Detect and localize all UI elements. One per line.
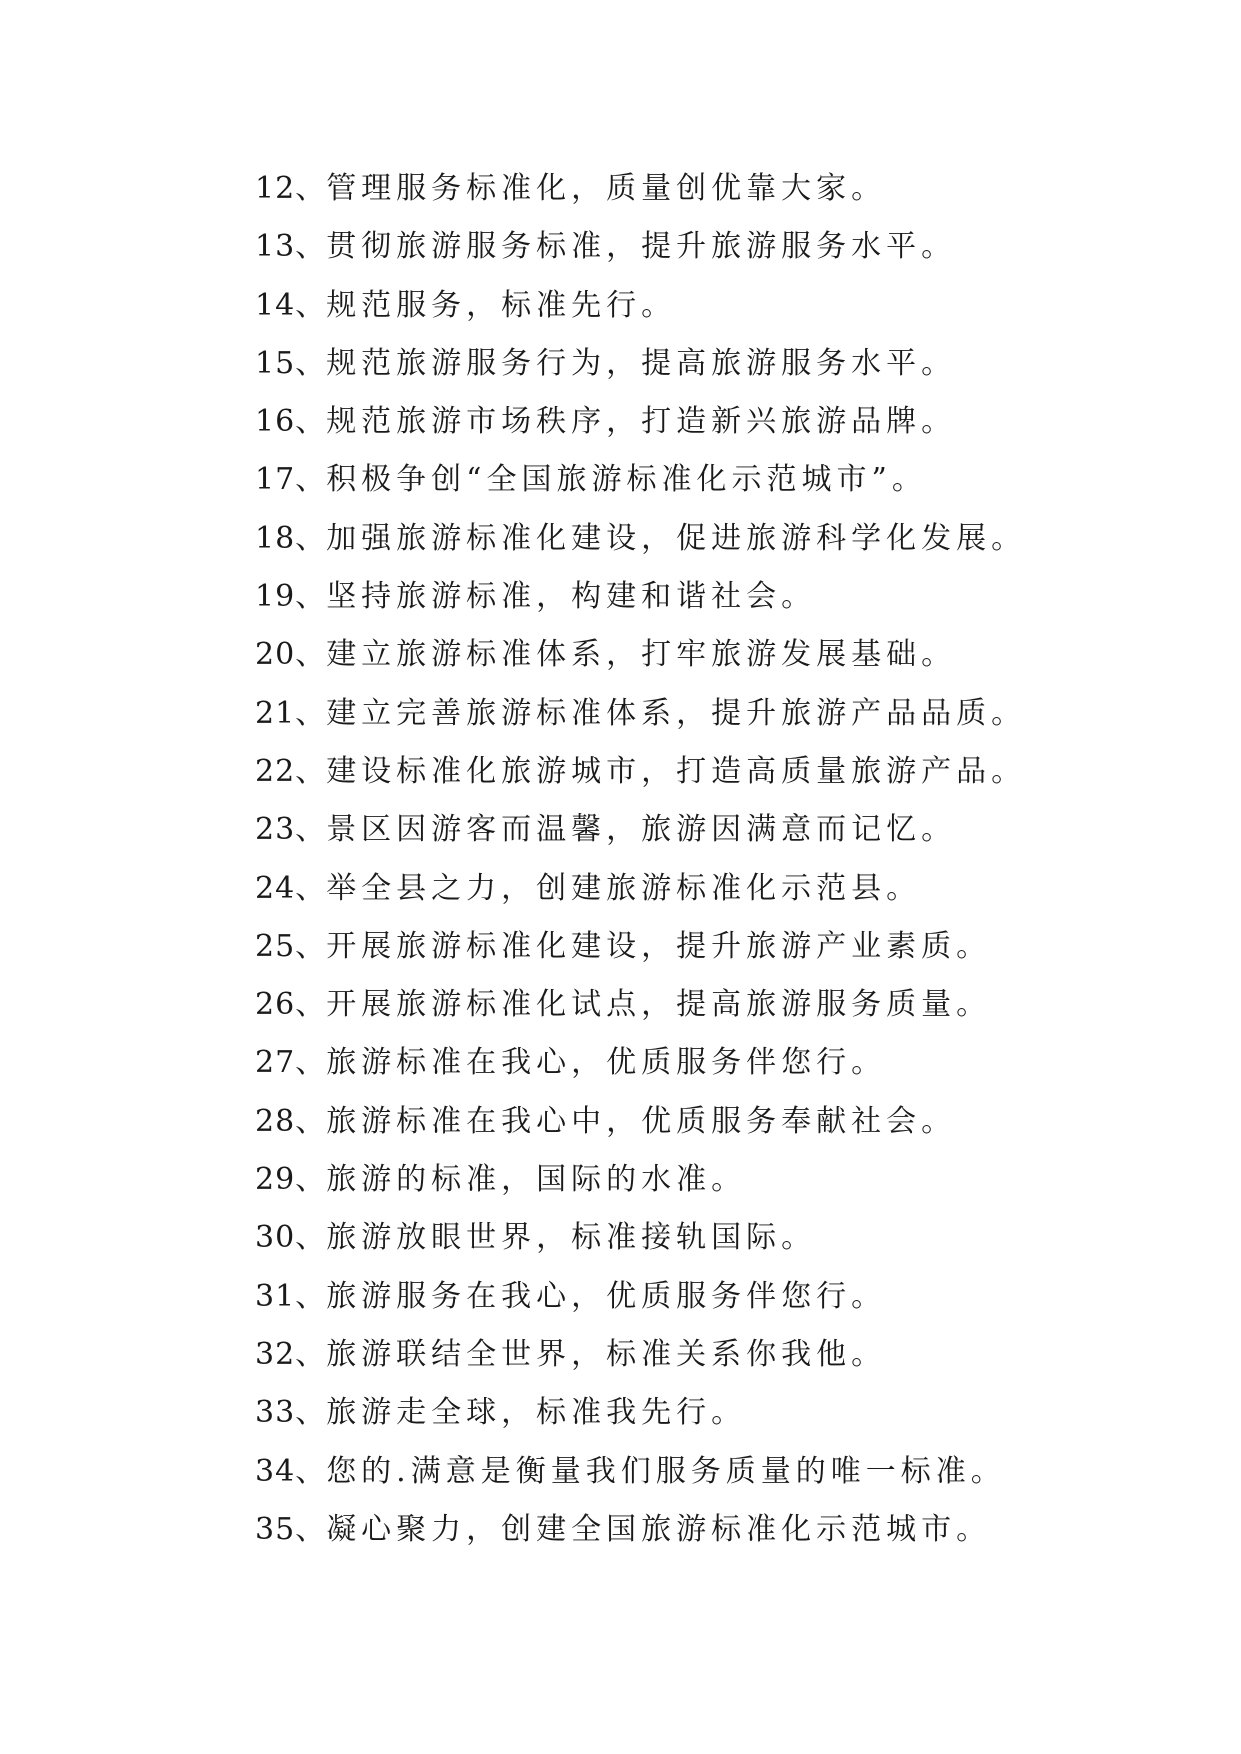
- item-number: 35、: [255, 1511, 327, 1547]
- item-text: 旅游联结全世界，标准关系你我他。: [326, 1336, 887, 1372]
- list-item: [255, 160, 1195, 218]
- list-item: [255, 1093, 1195, 1151]
- item-number: 32、: [255, 1336, 327, 1372]
- list-item: [255, 393, 1195, 451]
- item-number: 21、: [255, 695, 327, 731]
- item-text: 建设标准化旅游城市，打造高质量旅游产品。: [326, 753, 1027, 789]
- list-item: [255, 335, 1195, 393]
- list-item: [255, 626, 1195, 684]
- item-text: 加强旅游标准化建设，促进旅游科学化发展。: [326, 520, 1027, 556]
- item-number: 19、: [255, 579, 327, 615]
- item-text: 积极争创“全国旅游标准化示范城市”。: [326, 462, 927, 498]
- item-number: 15、: [255, 345, 327, 381]
- item-text: 景区因游客而温馨，旅游因满意而记忆。: [326, 812, 957, 848]
- list-item: [255, 1268, 1195, 1326]
- item-number: 33、: [255, 1395, 327, 1431]
- item-number: 24、: [255, 870, 327, 906]
- item-number: 14、: [255, 287, 327, 323]
- item-number: 29、: [255, 1162, 327, 1198]
- list-item: [255, 1151, 1195, 1209]
- list-item: [255, 451, 1195, 509]
- list-item: [255, 801, 1195, 859]
- item-text: 规范服务，标准先行。: [326, 287, 677, 323]
- slogan-list: [255, 160, 1195, 1559]
- item-number: 22、: [255, 753, 327, 789]
- list-item: [255, 568, 1195, 626]
- list-item: [255, 277, 1195, 335]
- item-number: 16、: [255, 404, 327, 440]
- item-text: 开展旅游标准化试点，提高旅游服务质量。: [326, 987, 992, 1023]
- list-item: [255, 1209, 1195, 1267]
- item-number: 28、: [255, 1103, 327, 1139]
- list-item: [255, 743, 1195, 801]
- item-number: 18、: [255, 520, 327, 556]
- item-number: 23、: [255, 812, 327, 848]
- item-number: 25、: [255, 928, 327, 964]
- list-item: [255, 1384, 1195, 1442]
- item-text: 旅游服务在我心，优质服务伴您行。: [326, 1278, 887, 1314]
- item-text: 建立旅游标准体系，打牢旅游发展基础。: [326, 637, 957, 673]
- item-text: 管理服务标准化，质量创优靠大家。: [326, 171, 887, 206]
- list-item: [255, 1034, 1195, 1092]
- list-item: [255, 1326, 1195, 1384]
- item-text: 规范旅游市场秩序，打造新兴旅游品牌。: [326, 404, 957, 440]
- item-text: 旅游标准在我心中，优质服务奉献社会。: [326, 1103, 957, 1139]
- list-item: [255, 860, 1195, 918]
- item-number: 20、: [255, 637, 327, 673]
- item-text: 旅游的标准，国际的水准。: [326, 1162, 747, 1198]
- item-number: 30、: [255, 1220, 327, 1256]
- list-item: [255, 510, 1195, 568]
- list-item: [255, 918, 1195, 976]
- item-text: 坚持旅游标准，构建和谐社会。: [326, 579, 817, 615]
- item-text: 凝心聚力，创建全国旅游标准化示范城市。: [326, 1511, 992, 1547]
- list-item: [255, 218, 1195, 276]
- item-number: 17、: [255, 462, 327, 498]
- item-text: 规范旅游服务行为，提高旅游服务水平。: [326, 345, 957, 381]
- item-number: 27、: [255, 1045, 327, 1081]
- item-text: 旅游走全球，标准我先行。: [326, 1395, 747, 1431]
- item-number: 26、: [255, 987, 327, 1023]
- list-item: [255, 685, 1195, 743]
- item-text: 旅游标准在我心，优质服务伴您行。: [326, 1045, 887, 1081]
- item-text: 旅游放眼世界，标准接轨国际。: [326, 1220, 817, 1256]
- item-number: 13、: [255, 229, 327, 265]
- item-text: 开展旅游标准化建设，提升旅游产业素质。: [326, 928, 992, 964]
- item-text: 贯彻旅游服务标准，提升旅游服务水平。: [326, 229, 957, 265]
- list-item: [255, 1443, 1195, 1501]
- item-number: 31、: [255, 1278, 327, 1314]
- item-text: 建立完善旅游标准体系，提升旅游产品品质。: [326, 695, 1027, 731]
- item-text: 举全县之力，创建旅游标准化示范县。: [326, 870, 922, 906]
- item-number: 34、: [255, 1453, 327, 1489]
- list-item: [255, 1501, 1195, 1559]
- list-item: [255, 976, 1195, 1034]
- item-number: 12、: [255, 171, 327, 206]
- item-text: 您的.满意是衡量我们服务质量的唯一标准。: [326, 1453, 1006, 1489]
